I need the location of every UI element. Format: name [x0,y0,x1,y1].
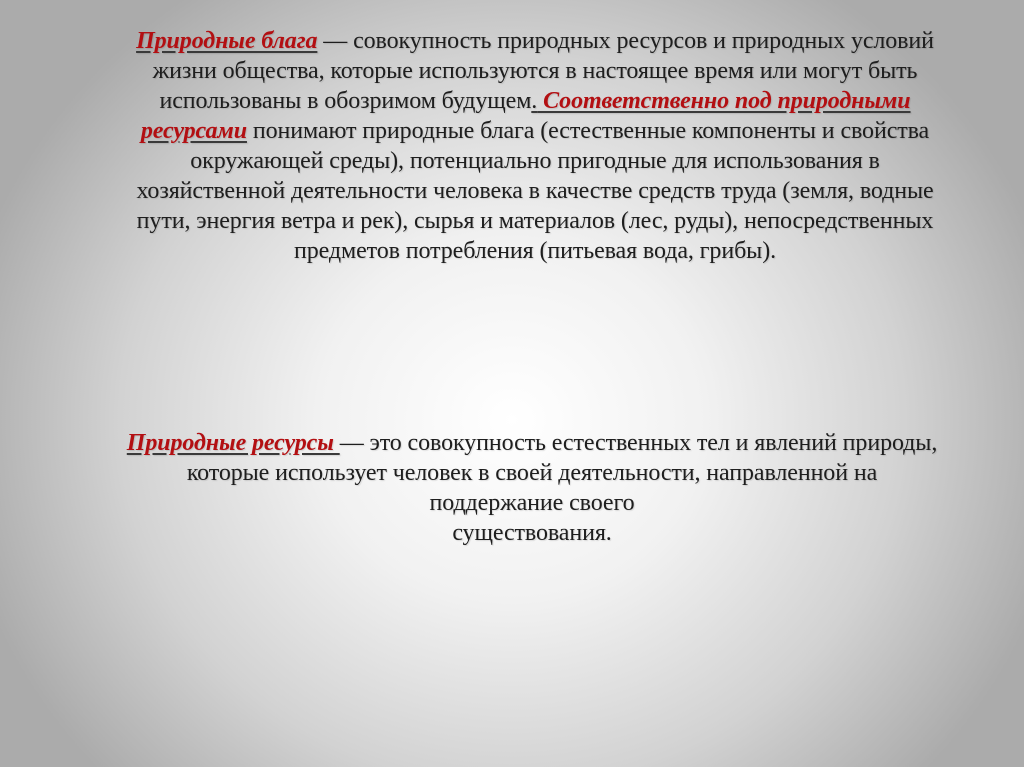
term-accordingly-natural: Соответственно под природными [537,88,911,114]
p1-line-1: Природные блага — совокупность природных ресурсов и природных условий [136,28,934,54]
p1-line-4: ресурсами понимают природные блага (естественные компоненты и свойства [140,118,930,144]
p1-line-6: хозяйственной деятельности человека в качестве средств труда (земля, водные [136,178,934,204]
p1-line-8: предметов потребления (питьевая вода, грибы). [294,238,776,264]
p2-line-3: поддержание своего [429,490,635,516]
p2-line-1: Природные ресурсы — это совокупность естественных тел и явлений природы, [126,430,938,456]
p1-line-5: окружающей среды), потенциально пригодные для использования в [190,148,880,174]
p2-line-2: которые использует человек в своей деятельности, направленной на [186,460,878,486]
natural-goods-definition [70,26,1000,266]
term-natural-resources: Природные ресурсы [126,430,340,456]
p1-line-2: жизни общества, которые используются в настоящее время или могут быть [152,58,918,84]
natural-resources-definition [62,428,1002,548]
term-natural-goods: Природные блага [136,28,318,54]
p1-line-3: использованы в обозримом будущем. Соответственно под природными [159,88,911,114]
p1-line-7: пути, энергия ветра и рек), сырья и материалов (лес, руды), непосредственных [136,208,934,234]
p2-line-4: существования. [452,520,612,546]
term-resources: ресурсами [140,118,247,144]
